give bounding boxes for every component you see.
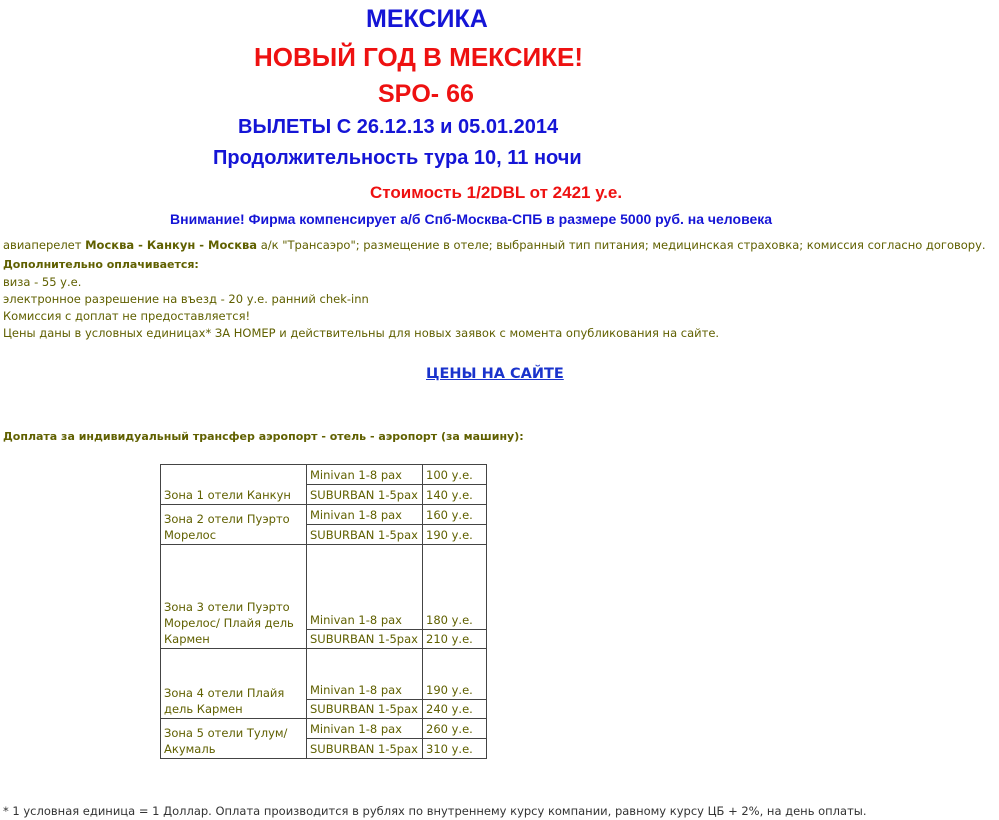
transfer-title: Доплата за индивидуальный трансфер аэропорт - отель - аэропорт (за машину): [3,430,524,443]
price-cell: 210 у.е. [423,629,487,648]
table-row [161,465,487,485]
vehicle-cell: SUBURBAN 1-5pax [307,485,423,505]
vehicle-cell: SUBURBAN 1-5pax [307,699,423,718]
vehicle-cell: SUBURBAN 1-5pax [307,525,423,545]
vehicle-cell: Minivan 1-8 pax [307,505,423,525]
vehicle-cell: Minivan 1-8 pax [307,545,423,630]
table-row [161,505,487,525]
entry-permit-cost: электронное разрешение на въезд - 20 у.е. ранний chek-inn [3,292,369,306]
zone-name: Зона 3 отели Пуэрто Морелос/ Плайя дель Кармен [161,545,307,649]
compensation-notice: Внимание! Фирма компенсирует а/б Спб-Москва-СПБ в размере 5000 руб. на человека [170,211,773,227]
price-cell: 160 у.е. [423,505,487,525]
price-cell: 190 у.е. [423,649,487,700]
vehicle-cell: Minivan 1-8 pax [307,649,423,700]
site-prices-link[interactable]: ЦЕНЫ НА САЙТЕ [426,366,564,382]
footnote: * 1 условная единица = 1 Доллар. Оплата производится в рублях по внутреннему курсу компании, равному курсу ЦБ + 2%, на день оплаты. [3,804,867,818]
route-back: Москва [208,238,258,252]
zone-name: Зона 1 отели Канкун [161,465,307,505]
zone-name: Зона 5 отели Тулум/Акумаль [161,719,307,759]
prices-note: Цены даны в условных единицах* ЗА НОМЕР и действительны для новых заявок с момента опубликования на сайте. [3,326,720,340]
price-cell: 310 у.е. [423,739,487,759]
route-to: Канкун [146,238,196,252]
zone-name: Зона 4 отели Плайя дель Кармен [161,649,307,719]
price-cell: 240 у.е. [423,699,487,718]
transfer-table [160,464,487,759]
vehicle-cell: SUBURBAN 1-5pax [307,739,423,759]
flight-dates: ВЫЛЕТЫ С 26.12.13 и 05.01.2014 [238,116,559,138]
price-line: Стоимость 1/2DBL от 2421 у.е. [370,183,623,202]
spo-number: SPO- 66 [378,80,474,108]
vehicle-cell: SUBURBAN 1-5pax [307,629,423,648]
visa-cost: виза - 55 у.е. [3,275,82,289]
zone-name: Зона 2 отели Пуэрто Морелос [161,505,307,545]
vehicle-cell: Minivan 1-8 pax [307,465,423,485]
price-cell: 260 у.е. [423,719,487,739]
extra-payment-title: Дополнительно оплачивается: [3,258,199,271]
table-row [161,719,487,739]
table-row [161,649,487,700]
price-cell: 140 у.е. [423,485,487,505]
headline: НОВЫЙ ГОД В МЕКСИКЕ! [254,42,584,72]
included-services: авиаперелет Москва - Канкун - Москва а/к "Трансаэро"; размещение в отеле; выбранный тип питания; медицинская страховка; комиссия согласно договору. [3,238,986,252]
vehicle-cell: Minivan 1-8 pax [307,719,423,739]
tour-duration: Продолжительность тура 10, 11 ночи [213,147,582,169]
route-from: Москва [85,238,135,252]
commission-note: Комиссия с доплат не предоставляется! [3,309,251,323]
price-cell: 180 у.е. [423,545,487,630]
table-row [161,545,487,630]
price-cell: 100 у.е. [423,465,487,485]
price-cell: 190 у.е. [423,525,487,545]
country-title: МЕКСИКА [366,5,488,33]
